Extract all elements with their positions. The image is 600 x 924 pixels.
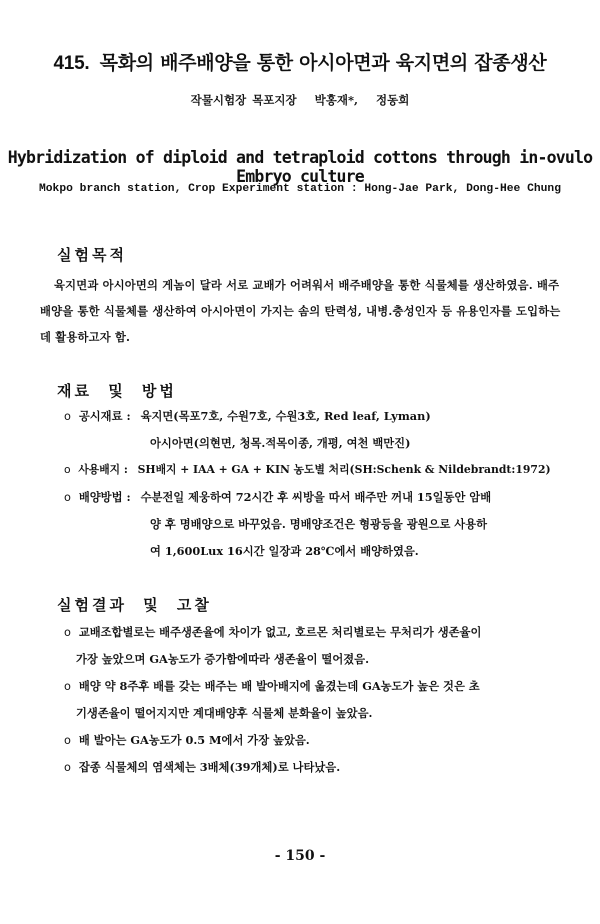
bullet-icon: o [64,410,71,423]
item-text: 교배조합별로는 배주생존율에 차이가 없고, 호르몬 처리별로는 무처리가 생존율이 [78,625,482,639]
section-heading-objective: 실험목적 [57,246,127,264]
item-text: 배 발아는 GA농도가 0.5 M에서 가장 높았음. [78,733,310,747]
author-2: 정동희 [376,93,410,107]
results-item-2-line2: 기생존율이 떨어지지만 계대배양후 식물체 분화율이 높았음. [76,706,373,720]
item-label: 사용배지 : [78,463,128,476]
results-item-1 [64,624,481,640]
methods-item-materials [64,408,431,424]
item-text: 배양 약 8주후 배를 갖는 배주는 배 발아배지에 옮겼는데 GA농도가 높은 것은 초 [78,679,480,693]
item-text: 육지면(목포7호, 수원7호, 수원3호, Red leaf, Lyman) [140,409,431,423]
page-number: - 150 - [274,848,326,864]
paper-title-english: Hybridization of diploid and tetraploid cottons through in-ovulo Embryo culture [7,148,593,186]
methods-item-medium [64,462,551,477]
item-text: SH배지 + IAA + GA + KIN 농도별 처리(SH:Schenk & Nildebrandt:1972) [137,463,551,476]
item-text: 잡종 식물체의 염색체는 3배체(39개체)로 나타났음. [78,760,341,774]
affiliation-english: Mokpo branch station, Crop Experiment station : Hong-Jae Park, Dong-Hee Chung [38,183,561,195]
item-text: 수분전일 제웅하여 72시간 후 씨방을 따서 배주만 꺼내 15일동안 암배 [140,490,492,504]
methods-item-culture-line3: 여 1,600Lux 16시간 일장과 28℃에서 배양하였음. [150,544,419,558]
item-label: 배양방법 : [78,490,131,504]
item-label: 공시재료 : [78,409,131,423]
objective-paragraph: 육지면과 아시아면의 게놈이 달라 서로 교배가 어려워서 배주배양을 통한 식물체를 생산하였음. 배주배양을 통한 식물체를 생산하여 아시아면이 가지는 솜의 탄력성, 내병.충성인자 등 유용인자를 도입하는데 활용하고자 함. [40,278,561,344]
authors-korean [0,92,600,108]
section-heading-methods: 재료 및 방법 [57,382,177,400]
bullet-icon: o [64,761,71,774]
methods-item-materials-line2: 아시아면(의현면, 청목.적목이종, 개평, 여천 백만진) [150,436,411,450]
bullet-icon: o [64,680,71,693]
paper-title-korean [0,48,600,75]
methods-item-culture [64,489,491,505]
abstract-number: 415. [53,53,90,74]
results-item-1-line2: 가장 높았으며 GA농도가 증가함에따라 생존율이 떨어졌음. [76,652,370,666]
bullet-icon: o [64,491,71,504]
methods-item-culture-line2: 양 후 명배양으로 바꾸었음. 명배양조건은 형광등을 광원으로 사용하 [150,517,488,531]
title-korean-text: 목화의 배주배양을 통한 아시아면과 육지면의 잡종생산 [99,52,547,74]
results-item-2 [64,678,480,694]
results-item-4 [64,759,340,775]
section-heading-results: 실험결과 및 고찰 [57,596,212,614]
results-item-3 [64,732,310,748]
affiliation-korean: 작물시험장 목포지장 [190,93,297,107]
author-1: 박홍재*, [314,93,358,107]
bullet-icon: o [64,734,71,747]
bullet-icon: o [64,463,71,476]
bullet-icon: o [64,626,71,639]
